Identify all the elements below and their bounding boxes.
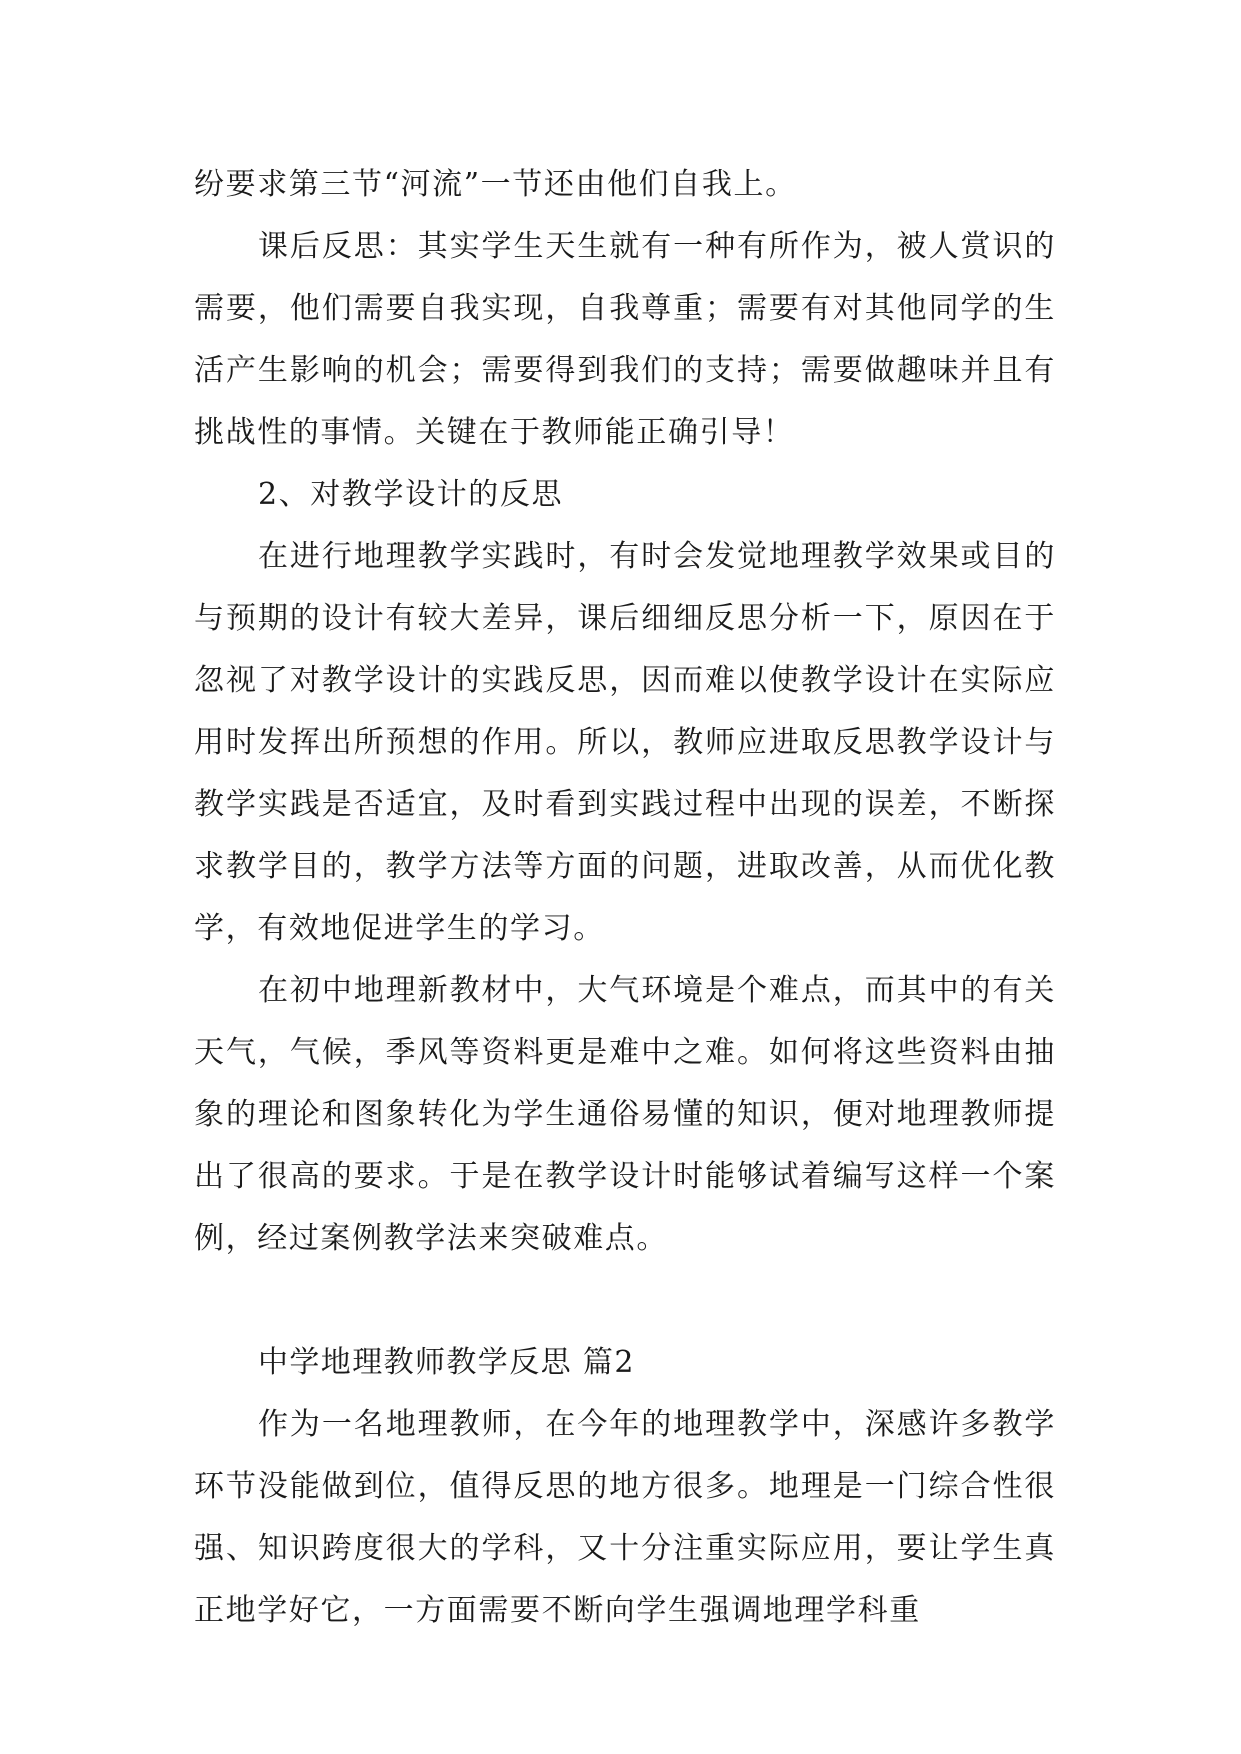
paragraph-section2-intro: 作为一名地理教师，在今年的地理教学中，深感许多教学环节没能做到位，值得反思的地方很多。地理是一门综合性很强、知识跨度很大的学科，又十分注重实际应用，要让学生真正地学好它，一方面需要不断向学生强调地理学科重 [194, 1407, 1056, 1628]
subheading-design-reflection: 2、对教学设计的反思 [258, 477, 564, 512]
paragraph-reflection: 课后反思：其实学生天生就有一种有所作为，被人赏识的需要，他们需要自我实现，自我尊重；需要有对其他同学的生活产生影响的机会；需要得到我们的支持；需要做趣味并且有挑战性的事情。关键在于教师能正确引导！ [194, 229, 1056, 450]
paragraph-new-textbook: 在初中地理新教材中，大气环境是个难点，而其中的有关天气，气候，季风等资料更是难中之难。如何将这些资料由抽象的理论和图象转化为学生通俗易懂的知识，便对地理教师提出了很高的要求。于是在教学设计时能够试着编写这样一个案例，经过案例教学法来突破难点。 [194, 973, 1056, 1256]
paragraph-teaching-practice: 在进行地理教学实践时，有时会发觉地理教学效果或目的与预期的设计有较大差异，课后细细反思分析一下，原因在于忽视了对教学设计的实践反思，因而难以使教学设计在实际应用时发挥出所预想的作用。所以，教师应进取反思教学设计与教学实践是否适宜，及时看到实践过程中出现的误差，不断探求教学目的，教学方法等方面的问题，进取改善，从而优化教学，有效地促进学生的学习。 [194, 539, 1056, 946]
document-body [194, 154, 1056, 1642]
section-spacer [194, 1270, 1056, 1332]
paragraph-continuation: 纷要求第三节“河流”一节还由他们自我上。 [194, 167, 797, 202]
section-heading: 中学地理教师教学反思 篇2 [258, 1345, 635, 1380]
